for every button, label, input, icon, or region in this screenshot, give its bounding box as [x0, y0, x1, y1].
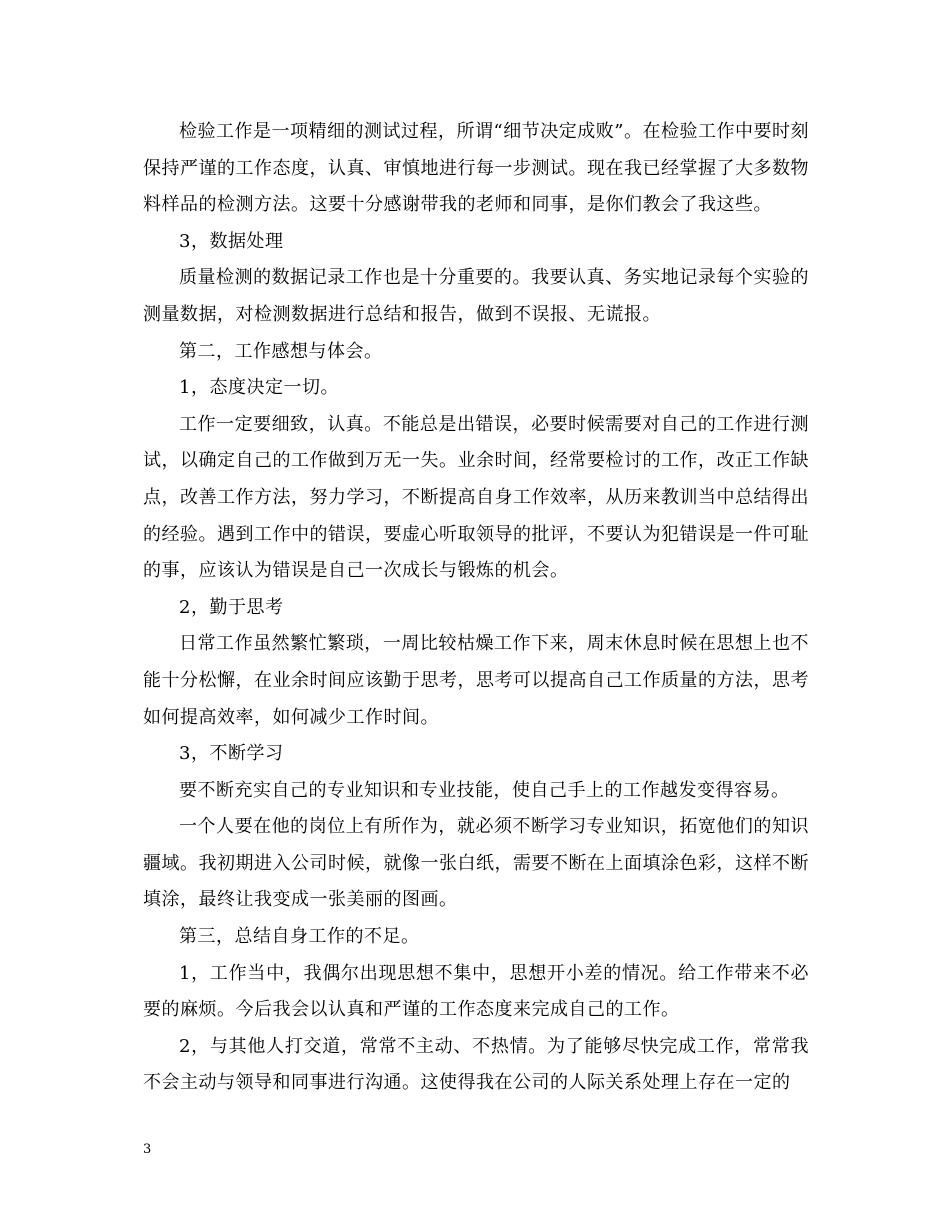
section-heading-reflections: 第二，工作感想与体会。 — [179, 340, 383, 362]
heading-thinking: 2，勤于思考 — [179, 596, 284, 618]
paragraph-attitude: 工作一定要细致，认真。不能总是出错误，必要时候需要对自己的工作进行测试，以确定自己的工作做到万无一失。业余时间，经常要检讨的工作，改正工作缺点，改善工作方法，努力学习，不断提高自身工作效率，从历来教训当中总结得出的经验。遇到工作中的错误，要虚心听取领导的批评，不要认为犯错误是一件可耻的事，应该认为错误是自己一次成长与锻炼的机会。 — [143, 413, 809, 582]
paragraph-growth: 一个人要在他的岗位上有所作为，就必须不断学习专业知识，拓宽他们的知识疆域。我初期进入公司时候，就像一张白纸，需要不断在上面填涂色彩，这样不断填涂，最终让我变成一张美丽的图画。 — [143, 816, 809, 911]
paragraph-thinking: 日常工作虽然繁忙繁琐，一周比较枯燥工作下来，周末休息时候在思想上也不能十分松懈，在业余时间应该勤于思考，思考可以提高自己工作质量的方法，思考如何提高效率，如何减少工作时间。 — [143, 633, 809, 728]
section-heading-shortcomings: 第三，总结自身工作的不足。 — [179, 926, 420, 948]
heading-learning: 3，不断学习 — [179, 743, 284, 765]
paragraph-shortcoming-focus: 1，工作当中，我偶尔出现思想不集中，思想开小差的情况。给工作带来不必要的麻烦。今后我会以认真和严谨的工作态度来完成自己的工作。 — [143, 962, 809, 1021]
paragraph-data-recording: 质量检测的数据记录工作也是十分重要的。我要认真、务实地记录每个实验的测量数据，对检测数据进行总结和报告，做到不误报、无谎报。 — [143, 267, 809, 325]
heading-attitude: 1，态度决定一切。 — [179, 377, 339, 399]
heading-data-processing: 3，数据处理 — [179, 230, 284, 252]
document-body — [143, 114, 809, 1102]
paragraph-learning: 要不断充实自己的专业知识和专业技能，使自己手上的工作越发变得容易。 — [179, 779, 790, 801]
paragraph-inspection-work: 检验工作是一项精细的测试过程，所谓“细节决定成败”。在检验工作中要时刻保持严谨的工作态度，认真、审慎地进行每一步测试。现在我已经掌握了大多数物料样品的检测方法。这要十分感谢带我的老师和同事，是你们教会了我这些。 — [143, 121, 809, 216]
paragraph-shortcoming-communication: 2，与其他人打交道，常常不主动、不热情。为了能够尽快完成工作，常常我不会主动与领导和同事进行沟通。这使得我在公司的人际关系处理上存在一定的 — [143, 1035, 809, 1094]
page-number: 3 — [143, 1142, 152, 1157]
